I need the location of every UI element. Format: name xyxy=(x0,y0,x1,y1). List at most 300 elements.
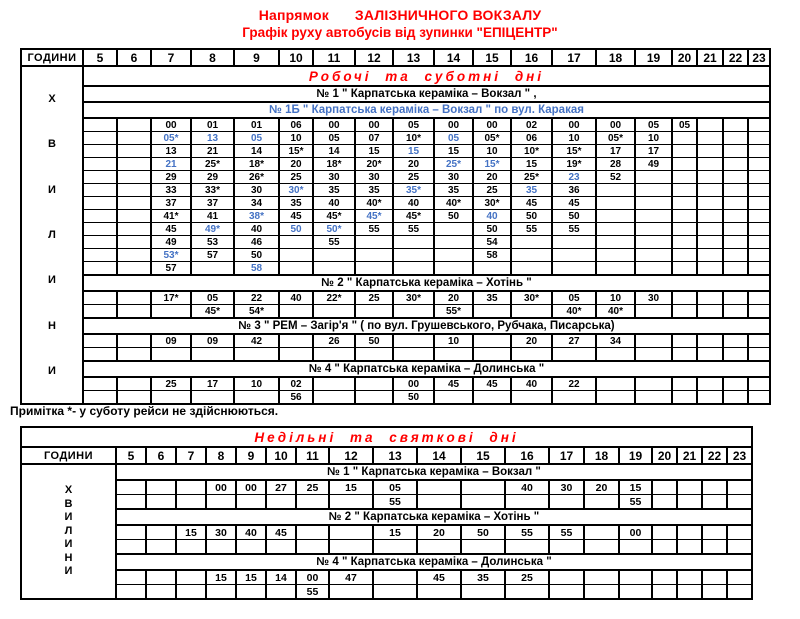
minute-cell: 13 xyxy=(151,145,191,158)
minute-cell: 00 xyxy=(313,118,355,132)
minute-cell: 33 xyxy=(151,184,191,197)
minute-cell xyxy=(117,236,151,249)
minute-cell: 05* xyxy=(151,132,191,145)
minute-cell xyxy=(176,495,206,510)
minute-cell xyxy=(697,158,723,171)
minute-cell: 10 xyxy=(473,145,511,158)
hour-header-cell: 5 xyxy=(83,49,117,66)
minute-cell: 15 xyxy=(355,145,393,158)
minute-cell xyxy=(652,570,677,585)
minutes-row xyxy=(21,334,770,348)
hour-header-cell: 23 xyxy=(748,49,770,66)
minute-cell xyxy=(619,585,652,600)
minutes-axis-label xyxy=(22,76,82,394)
minute-cell xyxy=(266,540,296,555)
minute-cell xyxy=(511,348,552,362)
minute-cell: 45 xyxy=(151,223,191,236)
minutes-axis-letter: И xyxy=(48,365,56,378)
minute-cell xyxy=(511,391,552,405)
minute-cell: 38* xyxy=(234,210,279,223)
minute-cell: 05 xyxy=(234,132,279,145)
minute-cell xyxy=(505,585,549,600)
minute-cell: 35 xyxy=(279,197,313,210)
minutes-row xyxy=(21,585,752,600)
minute-cell xyxy=(296,525,329,540)
minute-cell: 55 xyxy=(313,236,355,249)
minute-cell xyxy=(727,525,752,540)
minute-cell: 29 xyxy=(151,171,191,184)
minute-cell xyxy=(596,249,635,262)
minute-cell xyxy=(552,262,596,276)
minute-cell xyxy=(146,495,176,510)
minute-cell: 30* xyxy=(279,184,313,197)
minutes-row xyxy=(21,145,770,158)
minute-cell: 27 xyxy=(266,480,296,495)
minute-cell xyxy=(83,348,117,362)
minute-cell xyxy=(677,480,702,495)
minute-cell: 25 xyxy=(279,171,313,184)
minute-cell xyxy=(117,249,151,262)
minute-cell xyxy=(191,262,234,276)
minute-cell: 30 xyxy=(355,171,393,184)
minute-cell: 35 xyxy=(511,184,552,197)
minute-cell xyxy=(83,158,117,171)
minute-cell xyxy=(723,171,748,184)
minute-cell: 50 xyxy=(355,334,393,348)
minute-cell: 53 xyxy=(191,236,234,249)
minute-cell: 55 xyxy=(296,585,329,600)
minute-cell: 14 xyxy=(266,570,296,585)
minute-cell xyxy=(393,249,434,262)
minute-cell xyxy=(117,158,151,171)
workdays-table-region xyxy=(20,48,771,405)
minute-cell xyxy=(672,197,697,210)
minute-cell: 40* xyxy=(355,197,393,210)
minute-cell xyxy=(635,223,672,236)
hour-header-cell: 14 xyxy=(434,49,473,66)
hour-header-cell: 19 xyxy=(635,49,672,66)
minute-cell: 25 xyxy=(151,377,191,391)
minutes-axis-letter: Х xyxy=(64,484,73,497)
minute-cell xyxy=(584,585,619,600)
hour-header-cell: 22 xyxy=(702,447,727,464)
minute-cell: 50 xyxy=(552,210,596,223)
minute-cell xyxy=(697,348,723,362)
minute-cell xyxy=(697,262,723,276)
minute-cell xyxy=(355,348,393,362)
minute-cell xyxy=(117,171,151,184)
minutes-axis-letter: В xyxy=(48,138,56,151)
hour-header-cell: 14 xyxy=(417,447,461,464)
minutes-axis-letter: Н xyxy=(64,551,73,564)
minute-cell xyxy=(83,197,117,210)
minute-cell: 26* xyxy=(234,171,279,184)
minute-cell xyxy=(677,570,702,585)
hour-header-cell: 18 xyxy=(584,447,619,464)
minute-cell: 00 xyxy=(393,377,434,391)
minute-cell: 15 xyxy=(373,525,417,540)
minute-cell: 15 xyxy=(393,145,434,158)
hour-header-cell: 16 xyxy=(505,447,549,464)
minute-cell: 40 xyxy=(505,480,549,495)
hour-header-cell: 11 xyxy=(313,49,355,66)
minute-cell xyxy=(117,391,151,405)
minute-cell xyxy=(748,145,770,158)
minute-cell: 34 xyxy=(596,334,635,348)
minute-cell xyxy=(313,305,355,319)
route-name-row xyxy=(21,86,770,102)
minute-cell xyxy=(117,291,151,305)
minute-cell xyxy=(584,540,619,555)
minute-cell: 20 xyxy=(511,334,552,348)
minute-cell xyxy=(83,132,117,145)
minute-cell xyxy=(117,145,151,158)
minutes-row xyxy=(21,171,770,184)
minute-cell xyxy=(434,249,473,262)
minute-cell xyxy=(373,570,417,585)
minute-cell xyxy=(697,184,723,197)
minute-cell xyxy=(748,291,770,305)
minutes-axis-label xyxy=(22,484,115,579)
minute-cell xyxy=(279,236,313,249)
minute-cell: 00 xyxy=(296,570,329,585)
minute-cell xyxy=(434,262,473,276)
minute-cell xyxy=(723,334,748,348)
minute-cell xyxy=(672,223,697,236)
minute-cell xyxy=(279,249,313,262)
minutes-row xyxy=(21,540,752,555)
minute-cell xyxy=(748,132,770,145)
minute-cell: 10 xyxy=(552,132,596,145)
minute-cell xyxy=(549,540,584,555)
minutes-row xyxy=(21,223,770,236)
hour-header-cell: 10 xyxy=(279,49,313,66)
minute-cell xyxy=(677,495,702,510)
minute-cell xyxy=(748,377,770,391)
minute-cell: 35 xyxy=(313,184,355,197)
minute-cell xyxy=(635,184,672,197)
minute-cell xyxy=(677,525,702,540)
minute-cell: 18* xyxy=(234,158,279,171)
minute-cell: 49 xyxy=(151,236,191,249)
minute-cell xyxy=(748,171,770,184)
minute-cell: 55 xyxy=(619,495,652,510)
page-title xyxy=(0,7,800,23)
minute-cell xyxy=(313,348,355,362)
route-name: № 2 " Карпатська кераміка – Хотінь " xyxy=(116,509,752,525)
minute-cell xyxy=(279,334,313,348)
minute-cell: 30 xyxy=(434,171,473,184)
minute-cell xyxy=(176,585,206,600)
minute-cell xyxy=(672,377,697,391)
minute-cell: 15* xyxy=(279,145,313,158)
minute-cell: 50 xyxy=(434,210,473,223)
minute-cell: 29 xyxy=(191,171,234,184)
minute-cell: 55 xyxy=(511,223,552,236)
holidays-schedule-table xyxy=(20,426,753,600)
hour-header-cell: 10 xyxy=(266,447,296,464)
minute-cell xyxy=(151,391,191,405)
minute-cell xyxy=(723,223,748,236)
minute-cell: 05* xyxy=(596,132,635,145)
hour-header-cell: 6 xyxy=(146,447,176,464)
minute-cell xyxy=(191,391,234,405)
minute-cell xyxy=(329,540,373,555)
day-type-title: Недільні та святкові дні xyxy=(21,427,752,447)
minutes-axis-letter: И xyxy=(48,183,56,196)
minute-cell xyxy=(83,184,117,197)
minute-cell xyxy=(279,262,313,276)
route-name: № 4 " Карпатська кераміка – Долинська " xyxy=(83,361,770,377)
minute-cell xyxy=(393,262,434,276)
minute-cell xyxy=(697,391,723,405)
route-name: № 1 " Карпатська кераміка – Вокзал " xyxy=(116,464,752,480)
minutes-row xyxy=(21,377,770,391)
minute-cell: 00 xyxy=(206,480,236,495)
minute-cell xyxy=(234,348,279,362)
minute-cell xyxy=(393,305,434,319)
hours-axis-label: ГОДИНИ xyxy=(21,49,83,66)
minutes-axis-letter: Н xyxy=(48,319,56,332)
minute-cell xyxy=(393,348,434,362)
minute-cell xyxy=(584,525,619,540)
minute-cell xyxy=(117,262,151,276)
minute-cell: 25 xyxy=(473,184,511,197)
minute-cell xyxy=(697,291,723,305)
minute-cell xyxy=(279,305,313,319)
minute-cell xyxy=(116,480,146,495)
day-type-title-row xyxy=(21,66,770,86)
minutes-row xyxy=(21,158,770,171)
minute-cell: 30 xyxy=(313,171,355,184)
route-name: № 1Б " Карпатська кераміка – Вокзал " по вул. Каракая xyxy=(83,102,770,118)
minute-cell xyxy=(723,305,748,319)
minute-cell xyxy=(723,291,748,305)
minute-cell xyxy=(596,197,635,210)
minute-cell xyxy=(117,305,151,319)
minute-cell: 25 xyxy=(355,291,393,305)
minute-cell: 40 xyxy=(473,210,511,223)
minute-cell xyxy=(116,495,146,510)
minute-cell xyxy=(355,377,393,391)
minute-cell xyxy=(748,391,770,405)
minutes-row xyxy=(21,210,770,223)
minute-cell: 52 xyxy=(596,171,635,184)
minute-cell: 17* xyxy=(151,291,191,305)
minute-cell xyxy=(723,348,748,362)
minute-cell: 30 xyxy=(549,480,584,495)
minute-cell xyxy=(473,391,511,405)
minute-cell xyxy=(723,391,748,405)
minute-cell xyxy=(146,525,176,540)
minute-cell: 00 xyxy=(236,480,266,495)
minute-cell xyxy=(236,540,266,555)
minute-cell xyxy=(296,495,329,510)
minute-cell xyxy=(117,197,151,210)
minute-cell: 45 xyxy=(552,197,596,210)
minute-cell: 50 xyxy=(393,391,434,405)
minute-cell xyxy=(296,540,329,555)
minute-cell xyxy=(635,210,672,223)
minute-cell xyxy=(635,236,672,249)
hour-header-cell: 20 xyxy=(652,447,677,464)
hour-header-cell: 20 xyxy=(672,49,697,66)
minute-cell xyxy=(723,184,748,197)
minute-cell xyxy=(146,570,176,585)
minute-cell xyxy=(83,171,117,184)
hour-header-cell: 7 xyxy=(151,49,191,66)
minute-cell xyxy=(116,525,146,540)
minute-cell: 20 xyxy=(584,480,619,495)
minute-cell: 10* xyxy=(393,132,434,145)
hour-header-cell: 8 xyxy=(191,49,234,66)
minute-cell xyxy=(266,495,296,510)
minutes-axis-cell xyxy=(21,66,83,404)
minute-cell xyxy=(723,158,748,171)
minutes-row xyxy=(21,262,770,276)
minute-cell xyxy=(723,262,748,276)
minute-cell: 25* xyxy=(191,158,234,171)
minute-cell xyxy=(672,391,697,405)
minute-cell: 50 xyxy=(473,223,511,236)
minute-cell: 42 xyxy=(234,334,279,348)
minute-cell xyxy=(672,291,697,305)
minute-cell: 05 xyxy=(393,118,434,132)
minute-cell xyxy=(373,585,417,600)
minute-cell xyxy=(727,570,752,585)
minute-cell xyxy=(672,334,697,348)
minute-cell: 35* xyxy=(393,184,434,197)
minute-cell xyxy=(672,262,697,276)
minute-cell: 34 xyxy=(234,197,279,210)
hour-header-cell: 17 xyxy=(552,49,596,66)
minute-cell xyxy=(236,495,266,510)
minute-cell: 28 xyxy=(596,158,635,171)
holidays-table-region xyxy=(20,426,753,600)
minute-cell xyxy=(723,236,748,249)
minute-cell: 45* xyxy=(191,305,234,319)
minute-cell xyxy=(596,184,635,197)
minute-cell: 53* xyxy=(151,249,191,262)
hour-header-cell: 9 xyxy=(236,447,266,464)
minute-cell xyxy=(417,585,461,600)
minute-cell xyxy=(697,197,723,210)
minute-cell xyxy=(83,145,117,158)
minute-cell: 14 xyxy=(313,145,355,158)
minute-cell xyxy=(748,197,770,210)
minutes-axis-letter: Л xyxy=(48,228,56,241)
minute-cell: 35 xyxy=(461,570,505,585)
minute-cell xyxy=(635,171,672,184)
minute-cell: 17 xyxy=(191,377,234,391)
minute-cell xyxy=(236,585,266,600)
minutes-axis-cell xyxy=(21,464,116,599)
minute-cell xyxy=(206,585,236,600)
minute-cell: 30* xyxy=(511,291,552,305)
hour-header-cell: 23 xyxy=(727,447,752,464)
minute-cell: 15 xyxy=(206,570,236,585)
minute-cell: 00 xyxy=(473,118,511,132)
minute-cell xyxy=(697,171,723,184)
route-name-row xyxy=(21,275,770,291)
minute-cell: 57 xyxy=(151,262,191,276)
minute-cell xyxy=(117,334,151,348)
minute-cell xyxy=(83,210,117,223)
minute-cell: 56 xyxy=(279,391,313,405)
minute-cell xyxy=(619,540,652,555)
minute-cell xyxy=(83,262,117,276)
page-title-destination: ЗАЛІЗНИЧНОГО ВОКЗАЛУ xyxy=(354,7,542,23)
minute-cell xyxy=(584,570,619,585)
minute-cell xyxy=(176,540,206,555)
route-name: № 4 " Карпатська кераміка – Долинська " xyxy=(116,554,752,570)
minute-cell: 40 xyxy=(511,377,552,391)
minute-cell: 09 xyxy=(191,334,234,348)
minute-cell: 26 xyxy=(313,334,355,348)
minute-cell: 00 xyxy=(596,118,635,132)
hour-header-cell: 16 xyxy=(511,49,552,66)
minute-cell xyxy=(355,249,393,262)
minute-cell: 00 xyxy=(619,525,652,540)
minute-cell xyxy=(697,210,723,223)
minute-cell xyxy=(206,495,236,510)
minute-cell: 40 xyxy=(236,525,266,540)
minute-cell xyxy=(234,391,279,405)
minute-cell xyxy=(652,585,677,600)
minute-cell: 05 xyxy=(552,291,596,305)
minute-cell xyxy=(83,391,117,405)
minute-cell xyxy=(549,585,584,600)
minute-cell xyxy=(748,118,770,132)
minute-cell xyxy=(461,585,505,600)
minutes-axis-letter: И xyxy=(64,511,73,524)
route-name-row xyxy=(21,509,752,525)
minute-cell: 01 xyxy=(234,118,279,132)
minute-cell: 58 xyxy=(234,262,279,276)
minute-cell: 05 xyxy=(373,480,417,495)
minute-cell xyxy=(473,348,511,362)
minutes-axis-letter: И xyxy=(64,565,73,578)
hour-header-cell: 19 xyxy=(619,447,652,464)
minute-cell xyxy=(473,305,511,319)
minute-cell xyxy=(697,132,723,145)
minute-cell: 45* xyxy=(393,210,434,223)
minute-cell: 54 xyxy=(473,236,511,249)
minute-cell xyxy=(748,348,770,362)
hour-header-cell: 21 xyxy=(677,447,702,464)
minute-cell xyxy=(748,210,770,223)
hour-header-cell: 17 xyxy=(549,447,584,464)
minute-cell xyxy=(635,305,672,319)
minute-cell xyxy=(727,540,752,555)
minute-cell: 00 xyxy=(355,118,393,132)
minute-cell xyxy=(672,184,697,197)
minute-cell: 41* xyxy=(151,210,191,223)
minute-cell xyxy=(596,262,635,276)
minutes-row xyxy=(21,391,770,405)
minute-cell xyxy=(748,305,770,319)
minute-cell: 55 xyxy=(373,495,417,510)
minute-cell xyxy=(355,391,393,405)
minute-cell xyxy=(329,585,373,600)
minute-cell: 17 xyxy=(635,145,672,158)
minute-cell: 10 xyxy=(596,291,635,305)
minute-cell: 20 xyxy=(473,171,511,184)
route-name-row xyxy=(21,102,770,118)
minute-cell xyxy=(723,118,748,132)
minute-cell: 45 xyxy=(417,570,461,585)
minute-cell: 57 xyxy=(191,249,234,262)
